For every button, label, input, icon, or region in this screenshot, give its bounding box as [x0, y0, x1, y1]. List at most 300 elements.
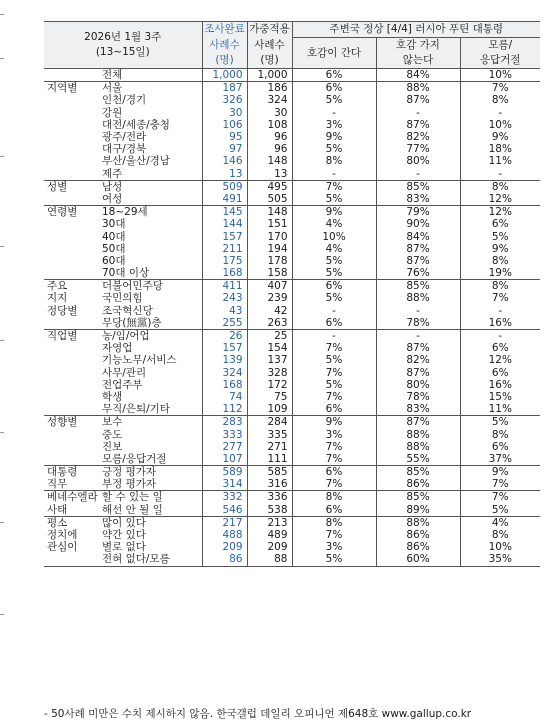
row-sub-label: 긍정 평가자: [102, 466, 202, 479]
dk-pct: 5%: [460, 230, 540, 242]
table-row: [44, 193, 540, 206]
table-row: [44, 155, 540, 167]
dk-pct: 12%: [460, 193, 540, 206]
weighted-count: 328: [247, 367, 292, 379]
sample-count: 107: [202, 453, 247, 466]
row-sub-label: 인천/경기: [102, 94, 147, 107]
like-pct: 5%: [292, 267, 376, 280]
sample-count: 589: [202, 466, 247, 479]
like-pct: 6%: [292, 82, 376, 95]
like-pct: 6%: [292, 317, 376, 330]
weighted-count: 178: [247, 255, 292, 267]
weighted-count: 585: [247, 466, 292, 479]
dislike-pct: 87%: [376, 94, 460, 106]
table-row: [44, 292, 540, 304]
col-dk-header: [460, 38, 540, 69]
row-sub-label: 60대: [102, 254, 126, 267]
weighted-count: 1,000: [247, 69, 292, 82]
weighted-count: 108: [247, 119, 292, 131]
row-sub-label: 30대: [102, 218, 126, 231]
weighted-count: 263: [247, 317, 292, 330]
row-group-label: [44, 193, 102, 206]
row-group-label: [44, 453, 102, 466]
like-pct: 4%: [292, 218, 376, 230]
sample-count: 324: [202, 367, 247, 379]
weighted-label-bottom: 사례수: [247, 38, 292, 53]
sample-count: 546: [202, 504, 247, 517]
table-row: [44, 466, 540, 479]
weighted-label-unit: (명): [247, 53, 292, 69]
like-pct: 7%: [292, 180, 376, 193]
table-row: [44, 267, 540, 280]
row-group-label: [44, 155, 102, 167]
dislike-pct: -: [376, 305, 460, 317]
like-pct: 6%: [292, 280, 376, 293]
like-pct: -: [292, 168, 376, 181]
table-row: [44, 317, 540, 330]
dk-pct: 6%: [460, 218, 540, 230]
row-group-label: [44, 403, 102, 416]
dislike-pct: 86%: [376, 541, 460, 553]
dk-pct: 8%: [460, 94, 540, 106]
dislike-pct: 88%: [376, 292, 460, 304]
total-row: [44, 69, 540, 82]
dislike-pct: -: [376, 329, 460, 342]
sample-count: 43: [202, 305, 247, 317]
like-pct: 5%: [292, 379, 376, 391]
row-group-label: [44, 218, 102, 230]
table-row: [44, 342, 540, 354]
row-group-label: [44, 391, 102, 403]
col-dislike-line1: 호감 가지: [396, 39, 440, 51]
row-sub-label: 강원: [102, 106, 123, 119]
sample-count: 106: [202, 119, 247, 131]
dk-pct: 8%: [460, 180, 540, 193]
table-row: [44, 168, 540, 181]
row-sub-label: 전체: [102, 69, 202, 82]
dk-pct: 6%: [460, 342, 540, 354]
table-row: [44, 218, 540, 230]
like-pct: 7%: [292, 367, 376, 379]
row-group-label: [44, 354, 102, 366]
row-sub-label: 제주: [102, 167, 123, 180]
margin-mark: [0, 614, 4, 615]
sample-count: 26: [202, 329, 247, 342]
dislike-pct: 89%: [376, 504, 460, 517]
row-group-label: [44, 94, 102, 106]
row-sub-label: 모름/응답거절: [102, 452, 167, 465]
dk-pct: 11%: [460, 155, 540, 167]
table-row: [44, 428, 540, 440]
sample-count: 314: [202, 478, 247, 491]
table-row: [44, 180, 540, 193]
sample-count: 283: [202, 416, 247, 429]
period-dates: (13~15일): [95, 46, 150, 58]
row-sub-label: 조국혁신당: [102, 304, 153, 317]
like-pct: 7%: [292, 478, 376, 491]
row-group-label: 베네수엘라: [44, 491, 102, 504]
dk-pct: 4%: [460, 516, 540, 529]
dk-pct: 16%: [460, 379, 540, 391]
weighted-count: 170: [247, 230, 292, 242]
dk-pct: 7%: [460, 82, 540, 95]
table-row: [44, 367, 540, 379]
like-pct: 8%: [292, 516, 376, 529]
sample-count: 509: [202, 180, 247, 193]
dislike-pct: 77%: [376, 143, 460, 155]
weighted-count: 324: [247, 94, 292, 106]
weighted-count: 505: [247, 193, 292, 206]
dk-pct: 8%: [460, 255, 540, 267]
weighted-count: 538: [247, 504, 292, 517]
table-row: [44, 441, 540, 453]
weighted-count: 75: [247, 391, 292, 403]
like-pct: -: [292, 329, 376, 342]
dislike-pct: 84%: [376, 69, 460, 82]
dislike-pct: 55%: [376, 453, 460, 466]
dk-pct: 9%: [460, 243, 540, 255]
dislike-pct: 83%: [376, 193, 460, 206]
weighted-count: 495: [247, 180, 292, 193]
weighted-count: 96: [247, 131, 292, 143]
dislike-pct: 87%: [376, 416, 460, 429]
col-dk-line2: 응답거절: [479, 54, 521, 66]
dk-pct: 7%: [460, 491, 540, 504]
dislike-pct: 80%: [376, 379, 460, 391]
like-pct: 6%: [292, 466, 376, 479]
row-group-label: 직업별: [44, 329, 102, 342]
dislike-pct: 82%: [376, 131, 460, 143]
weighted-count: 336: [247, 491, 292, 504]
row-group-label: 지역별: [44, 82, 102, 95]
table-row: [44, 119, 540, 131]
table-row: [44, 391, 540, 403]
dk-pct: 35%: [460, 553, 540, 566]
table-row: [44, 280, 540, 293]
row-sub-label: 남성: [102, 180, 202, 193]
weighted-count: 148: [247, 155, 292, 167]
row-group-label: [44, 255, 102, 267]
weighted-count: 109: [247, 403, 292, 416]
like-pct: 3%: [292, 119, 376, 131]
weighted-count: 213: [247, 516, 292, 529]
row-sub-label: 대전/세종/충청: [102, 118, 170, 131]
dk-pct: 15%: [460, 391, 540, 403]
weighted-count: 239: [247, 292, 292, 304]
sample-label-bottom: 사례수: [202, 38, 247, 53]
row-group-label: [44, 553, 102, 566]
like-pct: 5%: [292, 193, 376, 206]
like-pct: 5%: [292, 292, 376, 304]
row-sub-label: 대구/경북: [102, 143, 147, 156]
row-group-label: [44, 131, 102, 143]
table-row: [44, 478, 540, 491]
weighted-count: 316: [247, 478, 292, 491]
col-dislike-line2: 않는다: [402, 54, 434, 66]
sample-count: 491: [202, 193, 247, 206]
row-group-label: 평소: [44, 516, 102, 529]
like-pct: 3%: [292, 541, 376, 553]
table-row: [44, 529, 540, 541]
weighted-count: 13: [247, 168, 292, 181]
like-pct: 7%: [292, 391, 376, 403]
table-row: [44, 329, 540, 342]
like-pct: 6%: [292, 403, 376, 416]
table-row: [44, 94, 540, 106]
row-group-label: [44, 342, 102, 354]
dk-pct: 12%: [460, 354, 540, 366]
col-like-header: 호감이 간다: [292, 38, 376, 69]
dk-pct: 11%: [460, 403, 540, 416]
like-pct: 4%: [292, 243, 376, 255]
table-row: [44, 453, 540, 466]
sample-count: 277: [202, 441, 247, 453]
like-pct: 3%: [292, 428, 376, 440]
row-sub-label: 사무/관리: [102, 366, 147, 379]
like-pct: 9%: [292, 131, 376, 143]
row-sub-label: 무당(無黨)층: [102, 316, 162, 329]
sample-count: 157: [202, 230, 247, 242]
like-pct: -: [292, 305, 376, 317]
weighted-count: 158: [247, 267, 292, 280]
dislike-pct: 85%: [376, 491, 460, 504]
dk-pct: 8%: [460, 280, 540, 293]
like-pct: 5%: [292, 94, 376, 106]
weighted-count: 96: [247, 143, 292, 155]
dk-pct: 10%: [460, 69, 540, 82]
row-sub-label: 별로 없다: [102, 541, 146, 554]
weighted-count: 137: [247, 354, 292, 366]
weighted-count: 42: [247, 305, 292, 317]
table-body: [44, 69, 540, 567]
table-row: [44, 230, 540, 242]
dk-pct: 8%: [460, 529, 540, 541]
weighted-count: 148: [247, 206, 292, 219]
row-group-label: 성별: [44, 180, 102, 193]
weighted-count: 284: [247, 416, 292, 429]
question-header: 주변국 정상 [4/4] 러시아 푸틴 대통령: [292, 22, 540, 38]
row-sub-label: 해선 안 될 일: [102, 503, 163, 516]
table-row: [44, 504, 540, 517]
crosstab-table: [44, 21, 540, 567]
dislike-pct: 78%: [376, 317, 460, 330]
weighted-count: 111: [247, 453, 292, 466]
row-group-label: [44, 243, 102, 255]
like-pct: -: [292, 107, 376, 119]
table-row: [44, 107, 540, 119]
row-sub-label: 여성: [102, 192, 123, 205]
row-sub-label: 할 수 있는 일: [102, 491, 202, 504]
sample-count: 217: [202, 516, 247, 529]
row-group-label: 주요: [44, 280, 102, 293]
dislike-pct: 79%: [376, 206, 460, 219]
row-sub-label: 자영업: [102, 342, 133, 355]
margin-mark: [0, 156, 4, 157]
dislike-pct: 90%: [376, 218, 460, 230]
dislike-pct: 88%: [376, 428, 460, 440]
dk-pct: -: [460, 305, 540, 317]
dislike-pct: 80%: [376, 155, 460, 167]
row-sub-label: 부산/울산/경남: [102, 155, 170, 168]
dk-pct: 5%: [460, 504, 540, 517]
col-dislike-header: [376, 38, 460, 69]
like-pct: 8%: [292, 155, 376, 167]
weighted-count: 271: [247, 441, 292, 453]
row-group-label: [44, 168, 102, 181]
row-sub-label: 기능노무/서비스: [102, 354, 177, 367]
row-sub-label: 보수: [102, 416, 202, 429]
sample-count: 13: [202, 168, 247, 181]
row-sub-label: 50대: [102, 242, 126, 255]
sample-label-unit: (명): [202, 53, 247, 69]
row-group-label: [44, 230, 102, 242]
table-row: [44, 403, 540, 416]
dislike-pct: 60%: [376, 553, 460, 566]
dislike-pct: 86%: [376, 478, 460, 491]
table-row: [44, 516, 540, 529]
like-pct: 7%: [292, 342, 376, 354]
margin-mark: [0, 432, 4, 433]
dk-pct: 18%: [460, 143, 540, 155]
weighted-count: 154: [247, 342, 292, 354]
like-pct: 5%: [292, 255, 376, 267]
dislike-pct: 76%: [376, 267, 460, 280]
sample-count: 175: [202, 255, 247, 267]
dk-pct: 5%: [460, 416, 540, 429]
row-sub-label: 70대 이상: [102, 267, 150, 280]
dislike-pct: 85%: [376, 180, 460, 193]
row-group-label: 정당별: [47, 304, 78, 317]
weighted-label-top: 가중적용: [247, 22, 292, 38]
dislike-pct: -: [376, 107, 460, 119]
sample-count: 168: [202, 267, 247, 280]
margin-mark: [0, 340, 4, 341]
row-sub-label: 서울: [102, 82, 202, 95]
row-group-label: [44, 367, 102, 379]
dk-pct: 8%: [460, 428, 540, 440]
dk-pct: -: [460, 329, 540, 342]
row-group-label: [44, 317, 102, 330]
dk-pct: 19%: [460, 267, 540, 280]
row-sub-label: 국민의힘: [102, 292, 143, 305]
row-group-label: [44, 107, 102, 119]
like-pct: 6%: [292, 69, 376, 82]
row-group-label: 관심이: [47, 541, 78, 554]
row-group-label: [44, 441, 102, 453]
dk-pct: 37%: [460, 453, 540, 466]
row-group-label: 대통령: [44, 466, 102, 479]
weighted-count: 407: [247, 280, 292, 293]
sample-count: 86: [202, 553, 247, 566]
dk-pct: 10%: [460, 119, 540, 131]
margin-mark: [0, 58, 4, 59]
like-pct: 6%: [292, 504, 376, 517]
dk-pct: 10%: [460, 541, 540, 553]
sample-count: 1,000: [202, 69, 247, 82]
like-pct: 5%: [292, 553, 376, 566]
dislike-pct: 85%: [376, 466, 460, 479]
weighted-count: 25: [247, 329, 292, 342]
dislike-pct: 88%: [376, 441, 460, 453]
dk-pct: -: [460, 107, 540, 119]
weighted-count: 88: [247, 553, 292, 566]
footnote: - 50사례 미만은 수치 제시하지 않음. 한국갤럽 데일리 오피니언 제648호 www.gallup.co.kr: [44, 708, 472, 720]
row-group-label: 직무: [47, 478, 68, 491]
row-group-label: [44, 379, 102, 391]
sample-count: 243: [202, 292, 247, 304]
row-sub-label: 18~29세: [102, 206, 202, 219]
like-pct: 10%: [292, 230, 376, 242]
dk-pct: 9%: [460, 131, 540, 143]
row-group-label: [44, 428, 102, 440]
sample-count: 139: [202, 354, 247, 366]
row-sub-label: 많이 있다: [102, 516, 202, 529]
weighted-count: 186: [247, 82, 292, 95]
row-sub-label: 광주/전라: [102, 131, 147, 144]
row-sub-label: 부정 평가자: [102, 478, 157, 491]
like-pct: 9%: [292, 206, 376, 219]
like-pct: 9%: [292, 416, 376, 429]
dislike-pct: 87%: [376, 342, 460, 354]
sample-count: 488: [202, 529, 247, 541]
row-sub-label: 농/임/어업: [102, 329, 202, 342]
sample-count: 332: [202, 491, 247, 504]
dk-pct: 7%: [460, 292, 540, 304]
row-sub-label: 40대: [102, 230, 126, 243]
row-group-label: 지지: [47, 292, 68, 305]
weighted-count: 489: [247, 529, 292, 541]
table-row: [44, 305, 540, 317]
row-group-label: 성향별: [44, 416, 102, 429]
table-row: [44, 491, 540, 504]
sample-count: 95: [202, 131, 247, 143]
dk-pct: 6%: [460, 441, 540, 453]
dk-pct: 7%: [460, 478, 540, 491]
table-row: [44, 255, 540, 267]
weighted-count: 335: [247, 428, 292, 440]
margin-mark: [0, 522, 4, 523]
weighted-count: 30: [247, 107, 292, 119]
dk-pct: 16%: [460, 317, 540, 330]
table-header: [44, 22, 540, 69]
col-dk-line1: 모름/: [488, 39, 513, 51]
sample-count: 255: [202, 317, 247, 330]
margin-mark: [0, 246, 4, 247]
sample-count: 157: [202, 342, 247, 354]
dislike-pct: 85%: [376, 280, 460, 293]
sample-count: 145: [202, 206, 247, 219]
row-sub-label: 학생: [102, 390, 123, 403]
row-group-label: [44, 69, 102, 82]
table-row: [44, 416, 540, 429]
like-pct: 7%: [292, 453, 376, 466]
period-cell: [44, 22, 202, 69]
dk-pct: 12%: [460, 206, 540, 219]
row-sub-label: 약간 있다: [102, 529, 146, 542]
table-row: [44, 143, 540, 155]
table-row: [44, 354, 540, 366]
sample-count: 333: [202, 428, 247, 440]
row-group-label: [44, 267, 102, 280]
sample-count: 326: [202, 94, 247, 106]
sample-count: 144: [202, 218, 247, 230]
weighted-count: 194: [247, 243, 292, 255]
table-row: [44, 541, 540, 553]
like-pct: 7%: [292, 529, 376, 541]
dk-pct: 9%: [460, 466, 540, 479]
dislike-pct: 83%: [376, 403, 460, 416]
dislike-pct: 78%: [376, 391, 460, 403]
